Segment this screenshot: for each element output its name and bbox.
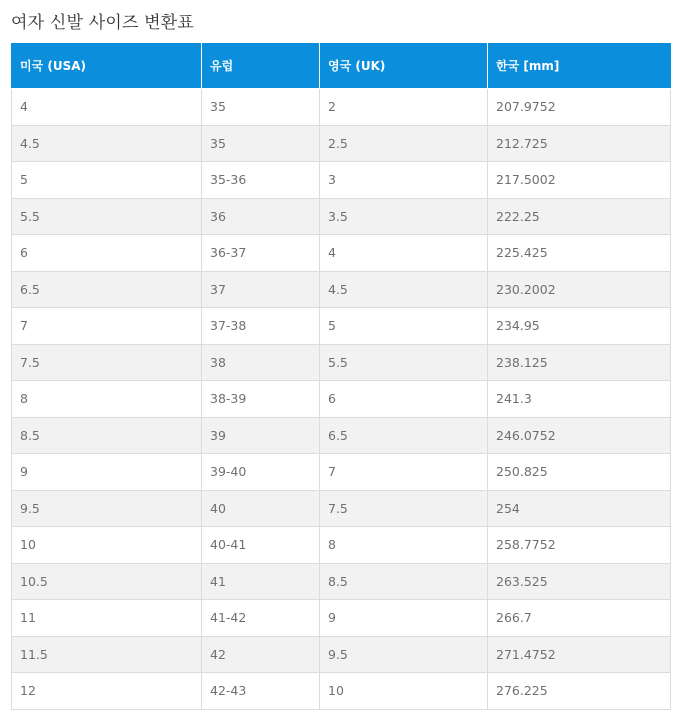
cell-uk: 3 xyxy=(320,162,488,199)
cell-korea-mm: 222.25 xyxy=(488,198,671,235)
cell-eu: 38 xyxy=(202,344,320,381)
cell-korea-mm: 271.4752 xyxy=(488,636,671,673)
cell-korea-mm: 276.225 xyxy=(488,673,671,710)
cell-eu: 36-37 xyxy=(202,235,320,272)
cell-eu: 39 xyxy=(202,417,320,454)
table-row xyxy=(12,198,671,235)
table-row xyxy=(12,600,671,637)
cell-eu: 39-40 xyxy=(202,454,320,491)
cell-eu: 37 xyxy=(202,271,320,308)
cell-uk: 6 xyxy=(320,381,488,418)
cell-uk: 4.5 xyxy=(320,271,488,308)
cell-eu: 41 xyxy=(202,563,320,600)
cell-korea-mm: 234.95 xyxy=(488,308,671,345)
table-row xyxy=(12,490,671,527)
table-row xyxy=(12,636,671,673)
cell-eu: 35 xyxy=(202,125,320,162)
table-row xyxy=(12,673,671,710)
cell-eu: 37-38 xyxy=(202,308,320,345)
cell-uk: 3.5 xyxy=(320,198,488,235)
cell-usa: 8.5 xyxy=(12,417,202,454)
cell-uk: 5 xyxy=(320,308,488,345)
cell-uk: 2.5 xyxy=(320,125,488,162)
cell-korea-mm: 266.7 xyxy=(488,600,671,637)
cell-uk: 6.5 xyxy=(320,417,488,454)
cell-korea-mm: 230.2002 xyxy=(488,271,671,308)
cell-uk: 8 xyxy=(320,527,488,564)
cell-usa: 5 xyxy=(12,162,202,199)
cell-eu: 40-41 xyxy=(202,527,320,564)
table-row xyxy=(12,271,671,308)
header-usa: 미국 (USA) xyxy=(12,43,202,89)
table-row xyxy=(12,454,671,491)
cell-usa: 4.5 xyxy=(12,125,202,162)
cell-usa: 10.5 xyxy=(12,563,202,600)
cell-usa: 9.5 xyxy=(12,490,202,527)
cell-usa: 11.5 xyxy=(12,636,202,673)
cell-korea-mm: 212.725 xyxy=(488,125,671,162)
table-row xyxy=(12,381,671,418)
table-row xyxy=(12,417,671,454)
cell-usa: 11 xyxy=(12,600,202,637)
cell-korea-mm: 254 xyxy=(488,490,671,527)
cell-usa: 4 xyxy=(12,89,202,126)
cell-korea-mm: 258.7752 xyxy=(488,527,671,564)
cell-eu: 41-42 xyxy=(202,600,320,637)
cell-uk: 2 xyxy=(320,89,488,126)
cell-korea-mm: 207.9752 xyxy=(488,89,671,126)
table-body xyxy=(12,89,671,710)
cell-uk: 7.5 xyxy=(320,490,488,527)
header-uk: 영국 (UK) xyxy=(320,43,488,89)
header-eu: 유럽 xyxy=(202,43,320,89)
cell-uk: 4 xyxy=(320,235,488,272)
cell-usa: 8 xyxy=(12,381,202,418)
cell-uk: 9 xyxy=(320,600,488,637)
cell-usa: 6 xyxy=(12,235,202,272)
cell-korea-mm: 217.5002 xyxy=(488,162,671,199)
cell-korea-mm: 250.825 xyxy=(488,454,671,491)
cell-eu: 40 xyxy=(202,490,320,527)
cell-usa: 9 xyxy=(12,454,202,491)
cell-usa: 7.5 xyxy=(12,344,202,381)
cell-usa: 5.5 xyxy=(12,198,202,235)
cell-eu: 38-39 xyxy=(202,381,320,418)
cell-korea-mm: 238.125 xyxy=(488,344,671,381)
cell-korea-mm: 225.425 xyxy=(488,235,671,272)
table-row xyxy=(12,235,671,272)
header-row xyxy=(12,43,671,89)
cell-usa: 6.5 xyxy=(12,271,202,308)
cell-uk: 5.5 xyxy=(320,344,488,381)
cell-eu: 42-43 xyxy=(202,673,320,710)
cell-eu: 35 xyxy=(202,89,320,126)
cell-uk: 8.5 xyxy=(320,563,488,600)
header-korea-mm: 한국 [mm] xyxy=(488,43,671,89)
table-row xyxy=(12,125,671,162)
table-row xyxy=(12,344,671,381)
cell-usa: 10 xyxy=(12,527,202,564)
cell-uk: 10 xyxy=(320,673,488,710)
table-header xyxy=(12,43,671,89)
cell-eu: 42 xyxy=(202,636,320,673)
cell-korea-mm: 241.3 xyxy=(488,381,671,418)
page-title: 여자 신발 사이즈 변환표 xyxy=(11,13,195,33)
cell-eu: 36 xyxy=(202,198,320,235)
table-row xyxy=(12,89,671,126)
cell-korea-mm: 263.525 xyxy=(488,563,671,600)
cell-uk: 7 xyxy=(320,454,488,491)
table-row xyxy=(12,563,671,600)
table-row xyxy=(12,527,671,564)
size-conversion-table xyxy=(11,43,671,710)
table-row xyxy=(12,308,671,345)
cell-eu: 35-36 xyxy=(202,162,320,199)
cell-usa: 12 xyxy=(12,673,202,710)
cell-korea-mm: 246.0752 xyxy=(488,417,671,454)
cell-usa: 7 xyxy=(12,308,202,345)
table-row xyxy=(12,162,671,199)
cell-uk: 9.5 xyxy=(320,636,488,673)
